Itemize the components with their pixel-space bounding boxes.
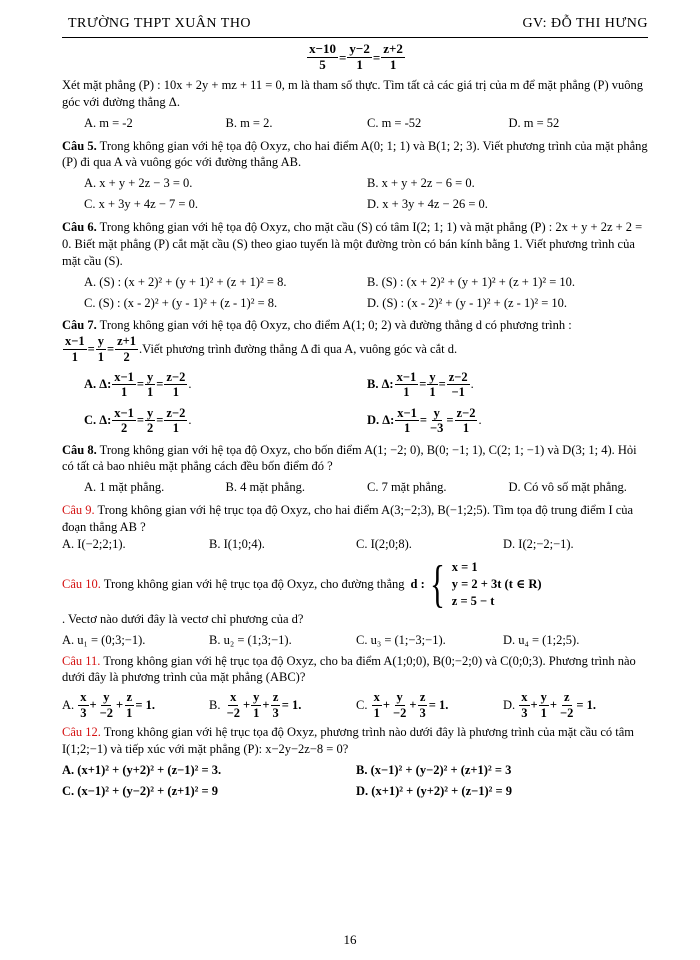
option-label: C. <box>356 697 368 712</box>
option-d[interactable]: D. u₄ = (1;2;5). <box>503 632 580 647</box>
frac-num: x−10 <box>309 41 336 56</box>
option-b[interactable]: B. (S) : (x + 2)² + (y + 1)² + (z + 1)² = 10. <box>367 274 576 289</box>
frac-den: −1 <box>451 385 465 400</box>
frac-num: z+2 <box>383 41 403 56</box>
question-text: Trong không gian với hệ trục tọa độ Oxyz, cho ba điểm A(1;0;0), B(0;−2;0) và C(0;0;3). Phương trình nào dưới đây là phương trình của mặt phẳng (ABC)? <box>62 653 636 685</box>
page-header <box>62 13 648 38</box>
frac-num: x−1 <box>65 334 85 349</box>
option-label: A. <box>62 697 75 712</box>
option-b[interactable]: B. (x−1)² + (y−2)² + (z+1)² = 3 <box>356 762 512 777</box>
frac-den: −2 <box>99 705 114 720</box>
question-text: Trong không gian với hệ tọa độ Oxyz, cho điểm A(1; 0; 2) và đường thẳng d có phương trình : <box>99 318 572 333</box>
option-c[interactable]: C. (S) : (x - 2)² + (y - 1)² + (z - 1)² = 8. <box>84 295 278 310</box>
system-row: z = 5 − t <box>451 594 495 609</box>
frac-num: y <box>433 405 440 420</box>
question-6-options-row2 <box>62 295 650 312</box>
question-text: Trong không gian với hệ tọa độ Oxyz, cho hai điểm A(0; 1; 1) và B(1; 2; 3). Viết phương trình của mặt phẳng (P) đi qua A và vuông góc với đường thẳng AB. <box>62 138 648 170</box>
question-6 <box>62 219 650 270</box>
frac-num: z <box>272 690 279 705</box>
option-a[interactable]: A. (S) : (x + 2)² + (y + 1)² + (z + 1)² = 8. <box>84 274 287 289</box>
frac-num: y <box>97 334 104 349</box>
question-text: Trong không gian với hệ trục tọa độ Oxyz, phương trình nào dưới đây là phương trình của mặt cầu có tâm I(1;2;−1) và tiếp xúc với mặt phẳng (P): x−2y−2z−8 = 0? <box>62 725 635 756</box>
frac-num: z <box>563 690 570 705</box>
question-10-options <box>62 632 650 649</box>
equation-rhs: = 1. <box>576 697 597 712</box>
page-content <box>62 42 650 800</box>
option-label: D. <box>503 697 516 712</box>
question-7-line-d: $\frac{x-1}{1}$ = $\frac{y}{1}$ = $\frac{z+1}{2}$ .Viết phương trình đường thẳng Δ đi qua A, vuông góc và cắt d. <box>65 334 458 364</box>
question-12-options-row2 <box>62 783 650 800</box>
option-b[interactable]: B. Δ: $\frac{x-1}{1}$ = $\frac{y}{1}$ = $\frac{z-2}{-1}$ . <box>367 370 474 400</box>
teacher-name: GV: ĐỖ THI HƯNG <box>522 16 648 31</box>
question-label: Câu 10. <box>62 577 101 592</box>
frac-den: 3 <box>272 705 279 720</box>
system-row: y = 2 + 3t (t ∈ R) <box>451 577 542 592</box>
frac-den: −2 <box>392 705 407 720</box>
frac-den: 1 <box>403 385 410 400</box>
frac-num: z <box>419 690 426 705</box>
option-a[interactable]: A. m = -2 <box>84 115 133 130</box>
question-text: Trong không gian với hệ tọa độ Oxyz, cho mặt cầu (S) có tâm I(2; 1; 1) và mặt phẳng (P) : 2x + y + 2z + 2 = 0. Biết mặt phẳng (P) cắt mặt cầu (S) theo giao tuyến là một đường tròn có bán kính bằng 1. Viết phương trình của mặt cầu (S). <box>62 220 643 268</box>
frac-den: −2 <box>226 705 240 720</box>
school-name: TRƯỜNG THPT XUÂN THO <box>68 16 252 31</box>
question-9-options <box>62 536 650 553</box>
option-a[interactable]: A. u₁ = (0;3;−1). <box>62 632 146 647</box>
frac-den: −3 <box>430 421 444 436</box>
frac-num: z−2 <box>166 370 186 384</box>
frac-num: z−2 <box>166 405 186 420</box>
frac-num: y <box>540 690 547 705</box>
option-label: B. Δ: <box>367 377 394 392</box>
frac-den: 1 <box>172 421 179 436</box>
option-d[interactable]: D. (S) : (x - 2)² + (y - 1)² + (z - 1)² = 10. <box>367 295 568 310</box>
equation-rhs: = 1. <box>135 697 156 712</box>
frac-den: 1 <box>172 385 179 400</box>
frac-num: y <box>147 405 154 420</box>
frac-den: 1 <box>540 705 547 720</box>
option-a[interactable]: A. I(−2;2;1). <box>62 536 126 551</box>
line-equation: $\frac{x-10}{5}$ = $\frac{y-2}{1}$ = $\frac{z+2}{1}$ <box>309 41 403 72</box>
question-7 <box>62 317 650 334</box>
question-label: Câu 7. <box>62 318 97 333</box>
question-10 <box>62 555 650 613</box>
frac-den: 5 <box>319 56 326 72</box>
frac-den: 1 <box>403 421 411 436</box>
frac-den: 1 <box>71 349 78 364</box>
option-label: D. Δ: <box>367 413 395 428</box>
question-text-cont: .Viết phương trình đường thẳng Δ đi qua A, vuông góc và cắt d. <box>139 341 458 356</box>
option-d[interactable]: D. (x+1)² + (y+2)² + (z−1)² = 9 <box>356 783 513 798</box>
frac-num: x <box>80 690 87 705</box>
option-label: A. Δ: <box>84 377 112 392</box>
frac-den: 1 <box>253 705 260 720</box>
option-a[interactable]: A. Δ: $\frac{x-1}{1}$ = $\frac{y}{1}$ = $\frac{z-2}{1}$ . <box>84 370 192 400</box>
question-text: Trong không gian với hệ trục tọa độ Oxyz, cho hai điểm A(3;−2;3), B(−1;2;5). Tìm tọa độ trung điểm I của đoạn thẳng AB ? <box>62 503 634 534</box>
option-c[interactable]: C. (x−1)² + (y−2)² + (z+1)² = 9 <box>62 783 219 798</box>
question-label: Câu 5. <box>62 138 97 153</box>
frac-num: x <box>230 690 237 705</box>
frac-den: −2 <box>560 705 574 720</box>
question-10-text-cont: . Vectơ nào dưới đây là vectơ chỉ phương của d? <box>62 611 304 626</box>
question-6-options-row1 <box>62 274 650 291</box>
option-label: B. <box>209 697 221 712</box>
page-number: 16 <box>343 932 357 947</box>
frac-num: y <box>396 690 403 705</box>
frac-num: x−1 <box>397 405 417 420</box>
question-label: Câu 6. <box>62 220 97 234</box>
option-c[interactable]: C. x + 3y + 4z − 7 = 0. <box>84 197 198 212</box>
option-b[interactable]: B. x + y + 2z − 6 = 0. <box>367 176 475 191</box>
frac-den: 1 <box>389 56 397 72</box>
frac-num: z−2 <box>448 370 468 384</box>
question-5-options-row2 <box>62 196 650 213</box>
question-11-options <box>62 690 650 720</box>
question-8-options <box>62 479 650 496</box>
frac-num: z <box>126 690 133 705</box>
frac-num: z−2 <box>456 405 476 420</box>
frac-den: 1 <box>147 385 154 400</box>
option-d[interactable]: D. Δ: $\frac{x-1}{1}$ = $\frac{y}{-3}$ = $\frac{z-2}{1}$ . <box>367 405 482 436</box>
option-d[interactable]: D. Có vô số mặt phẳng. <box>508 480 627 495</box>
frac-den: 1 <box>120 385 128 400</box>
option-a[interactable]: A. (x+1)² + (y+2)² + (z−1)² = 3. <box>62 762 222 777</box>
frac-den: 3 <box>419 705 426 720</box>
question-12 <box>62 724 650 758</box>
question-11 <box>62 653 650 687</box>
option-label: C. Δ: <box>84 413 112 428</box>
option-c[interactable]: C. $\frac{x}{1}$ + $\frac{y}{-2}$ + $\frac{z}{3}$ = 1. <box>356 690 449 720</box>
frac-den: 3 <box>80 705 87 720</box>
option-b[interactable]: B. m = 2. <box>225 115 273 130</box>
frac-num: z+1 <box>117 334 137 349</box>
brace-icon: { <box>429 555 445 613</box>
question-5 <box>62 138 650 172</box>
frac-den: 1 <box>356 56 363 72</box>
frac-den: 1 <box>373 705 380 720</box>
option-a[interactable]: A. 1 mặt phẳng. <box>84 480 165 495</box>
frac-num: x <box>521 690 528 705</box>
option-c[interactable]: C. m = -52 <box>367 115 422 130</box>
question-text: Trong không gian với hệ tọa độ Oxyz, cho bốn điểm A(1; −2; 0), B(0; −1; 1), C(2; 1; −1) và D(3; 1; 4). Hỏi có tất cả bao nhiêu mặt phẳng cách đều bốn điểm đó ? <box>62 442 637 474</box>
option-b[interactable]: B. 4 mặt phẳng. <box>225 480 306 495</box>
option-d[interactable]: D. $\frac{x}{3}$ + $\frac{y}{1}$ + $\frac{z}{-2}$ = 1. <box>503 690 597 720</box>
frac-den: 1 <box>462 421 470 436</box>
frac-den: 2 <box>123 349 130 364</box>
frac-den: 2 <box>120 421 128 436</box>
question-4-options <box>62 115 650 132</box>
option-c[interactable]: C. 7 mặt phẳng. <box>367 480 447 495</box>
frac-num: y <box>253 690 260 705</box>
frac-num: x−1 <box>114 370 134 384</box>
frac-num: y <box>429 370 436 384</box>
question-label: Câu 8. <box>62 442 97 457</box>
line-label: d : <box>410 577 425 592</box>
frac-num: x−1 <box>396 370 417 384</box>
option-c[interactable]: C. Δ: $\frac{x-1}{2}$ = $\frac{y}{2}$ = $\frac{z-2}{1}$ . <box>84 405 192 436</box>
question-7-options-row1 <box>62 370 650 400</box>
question-label: Câu 9. <box>62 503 95 518</box>
option-b[interactable]: B. $\frac{x}{-2}$ + $\frac{y}{1}$ + $\frac{z}{3}$ = 1. <box>209 690 302 720</box>
option-d[interactable]: D. I(2;−2;−1). <box>503 536 574 551</box>
question-8 <box>62 442 650 476</box>
option-a[interactable]: A. $\frac{x}{3}$ + $\frac{y}{-2}$ + $\frac{z}{1}$ = 1. <box>62 690 156 720</box>
frac-den: 1 <box>97 349 104 364</box>
option-c[interactable]: C. u₃ = (1;−3;−1). <box>356 632 446 647</box>
option-a[interactable]: A. x + y + 2z − 3 = 0. <box>84 176 193 191</box>
frac-num: x−1 <box>114 405 134 420</box>
frac-num: y <box>103 690 110 705</box>
system-row: x = 1 <box>451 560 478 575</box>
question-text: Trong không gian với hệ trục tọa độ Oxyz, cho đường thẳng <box>103 577 405 592</box>
question-12-options-row1 <box>62 762 650 779</box>
frac-den: 3 <box>521 705 528 720</box>
parametric-system <box>425 555 542 613</box>
equation-rhs: = 1. <box>428 697 449 712</box>
option-c[interactable]: C. I(2;0;8). <box>356 536 412 551</box>
frac-den: 1 <box>429 385 436 400</box>
option-d[interactable]: D. x + 3y + 4z − 26 = 0. <box>367 197 488 212</box>
frac-num: y−2 <box>349 41 370 56</box>
frac-den: 1 <box>126 705 133 720</box>
option-b[interactable]: B. u₂ = (1;3;−1). <box>209 632 292 647</box>
question-4-text: Xét mặt phẳng (P) : 10x + 2y + mz + 11 = 0, m là tham số thực. Tìm tất cả các giá trị của m để mặt phẳng (P) vuông góc với đường thẳng Δ. <box>62 77 644 109</box>
option-d[interactable]: D. m = 52 <box>508 115 560 130</box>
option-b[interactable]: B. I(1;0;4). <box>209 536 265 551</box>
frac-num: y <box>147 370 154 384</box>
question-5-options-row1 <box>62 175 650 192</box>
question-label: Câu 11. <box>62 653 101 668</box>
question-7-options-row2 <box>62 406 650 436</box>
frac-den: 2 <box>147 421 154 436</box>
question-9 <box>62 502 650 536</box>
frac-num: x <box>373 690 380 705</box>
equation-rhs: = 1. <box>281 697 302 712</box>
question-label: Câu 12. <box>62 725 101 739</box>
